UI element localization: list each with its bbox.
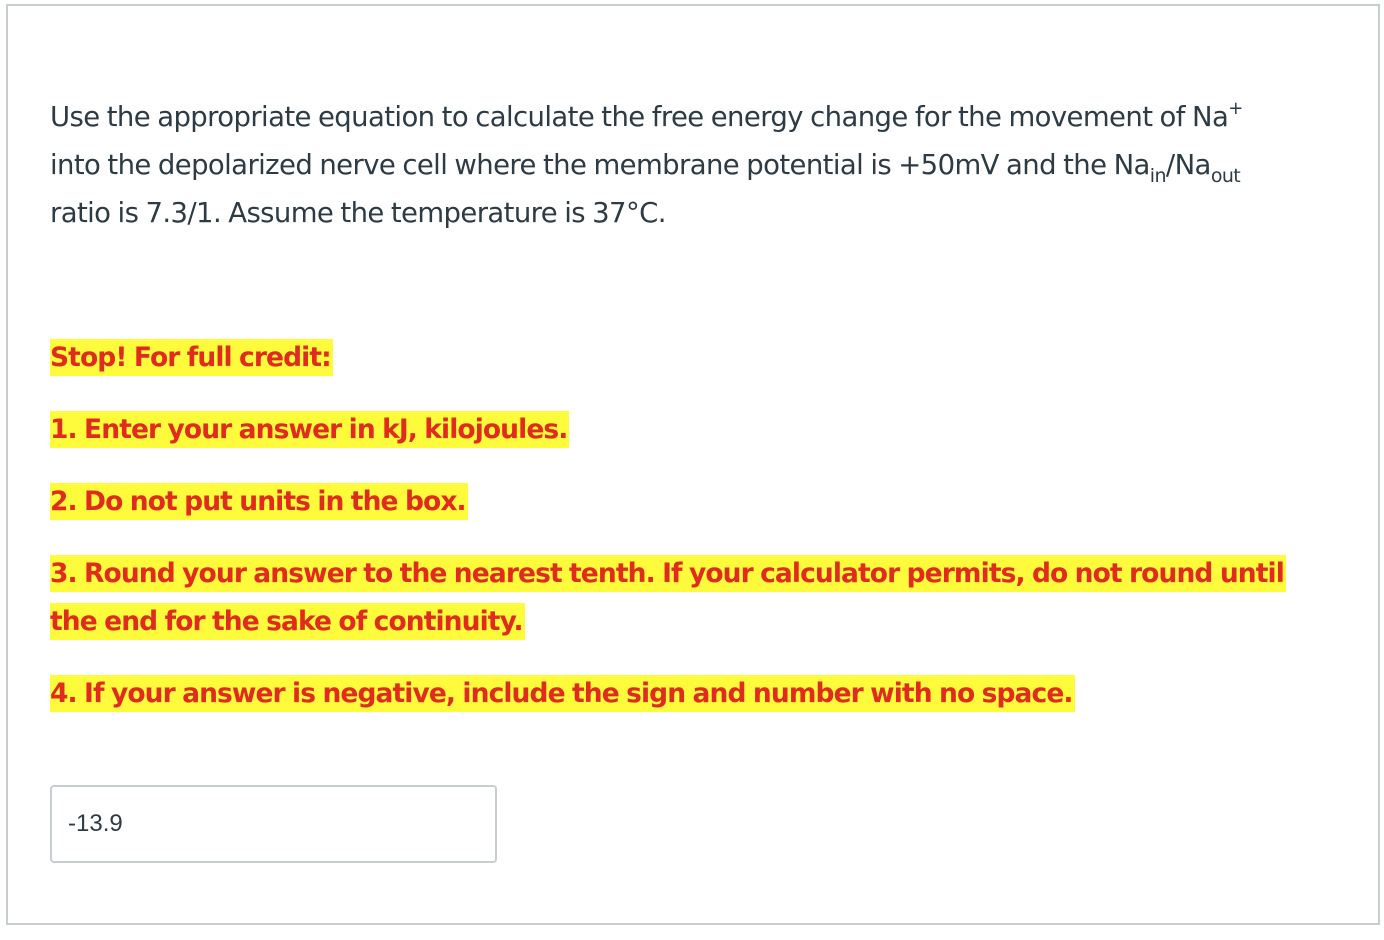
in-subscript: in: [1149, 164, 1166, 187]
stop-notice: Stop! For full credit:: [50, 334, 1340, 382]
question-text: [50, 93, 1340, 237]
instruction-1: 1. Enter your answer in kJ, kilojoules.: [50, 406, 1340, 454]
answer-input[interactable]: [50, 785, 497, 863]
instruction-3: 3. Round your answer to the nearest tenth. If your calculator permits, do not round until the end for the sake of continuity.: [50, 550, 1340, 646]
question-card: [6, 4, 1380, 925]
answer-value: -13.9: [68, 810, 123, 837]
instruction-2: 2. Do not put units in the box.: [50, 478, 1340, 526]
out-subscript: out: [1210, 164, 1241, 187]
instruction-4: 4. If your answer is negative, include the sign and number with no space.: [50, 670, 1340, 718]
question-line-1: Use the appropriate equation to calculate the free energy change for the movement of Na+: [50, 97, 1243, 133]
question-line-3: ratio is 7.3/1. Assume the temperature is 37°C.: [50, 197, 666, 229]
question-line-2: into the depolarized nerve cell where the membrane potential is +50mV and the $Na_{in}/Na_{out}$: [50, 149, 1241, 187]
plus-superscript: +: [1228, 97, 1243, 119]
